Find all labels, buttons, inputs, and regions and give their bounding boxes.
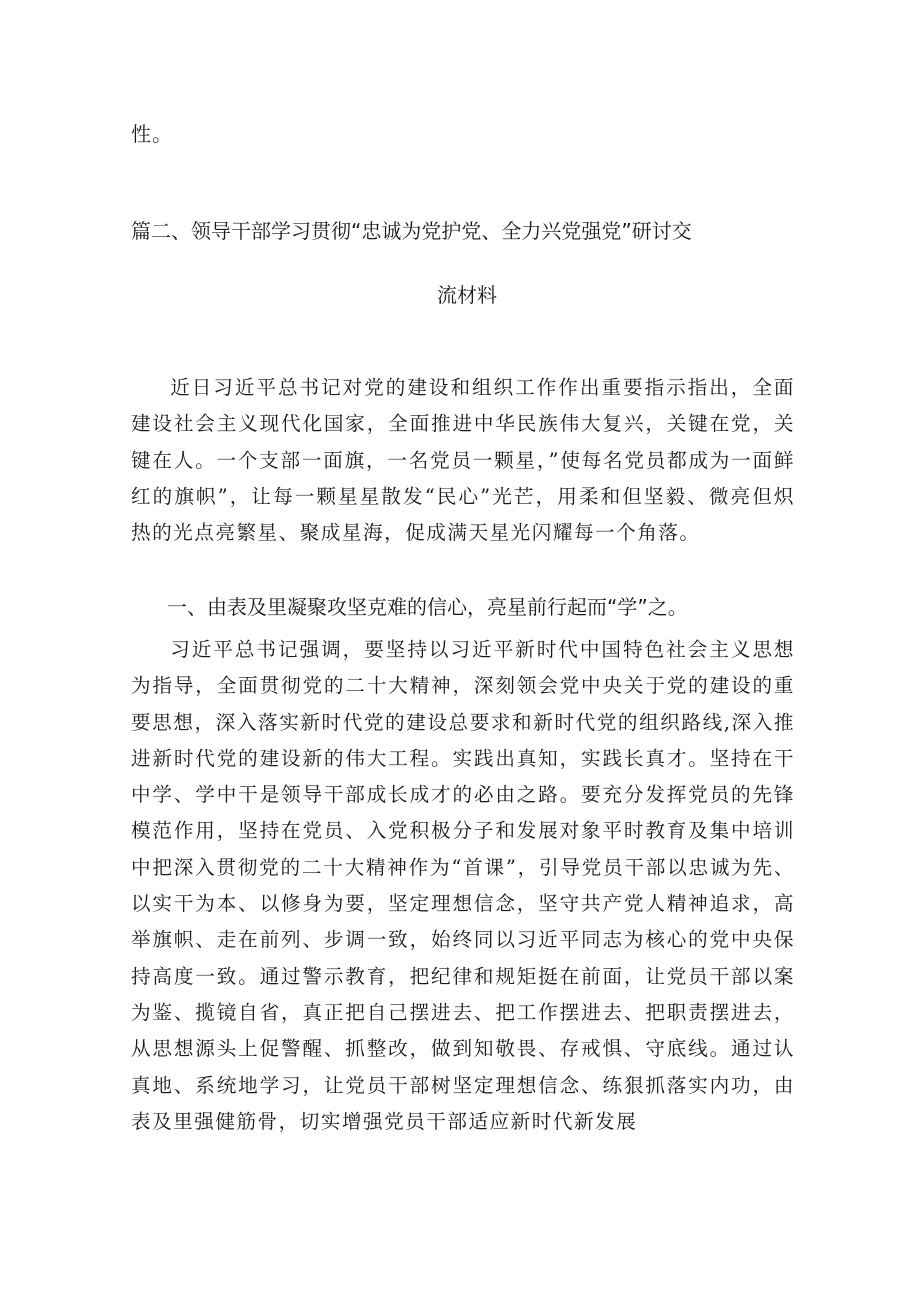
subheading-1: 一、由表及里凝聚攻坚克难的信心，亮星前行起而“学”之。 (167, 595, 688, 619)
body-paragraph-1: 习近平总书记强调，要坚持以习近平新时代中国特色社会主义思想为指导，全面贯彻党的二十大精神，深刻领会党中央关于党的建设的重要思想，深入落实新时代党的建设总要求和新时代党的组织路线,深入推进新时代党的建设新的伟大工程。实践出真知，实践长真才。坚持在干中学、学中干是领导干部成长成才的必由之路。要充分发挥党员的先锋模范作用，坚持在党员、入党积极分子和发展对象平时教育及集中培训中把深入贯彻党的二十大精神作为“首课”，引导党员干部以忠诚为先、以实干为本、以修身为要，坚定理想信念，坚守共产党人精神追求，高举旗帜、走在前列、步调一致，始终同以习近平同志为核心的党中央保持高度一致。通过警示教育，把纪律和规矩挺在前面，让党员干部以案为鉴、揽镜自省，真正把自己摆进去、把工作摆进去、把职责摆进去，从思想源头上促警醒、抓整改，做到知敬畏、存戒惧、守底线。通过认真地、系统地学习，让党员干部树坚定理想信念、练狠抓落实内功，由表及里强健筋骨，切实增强党员干部适应新时代新发展 (131, 638, 795, 1133)
section-heading-line-1: 篇二、领导干部学习贯彻“忠诚为党护党、全力兴党强党”研讨交 (131, 219, 692, 243)
intro-paragraph: 近日习近平总书记对党的建设和组织工作作出重要指示指出，全面建设社会主义现代化国家，全面推进中华民族伟大复兴，关键在党，关键在人。一个支部一面旗，一名党员一颗星，”使每名党员都成为一面鲜红的旗帜”，让每一颗星星散发“民心”光芒，用柔和但坚毅、微亮但炽热的光点亮繁星、聚成星海，促成满天星光闪耀每一个角落。 (131, 376, 795, 545)
carryover-text: 性。 (131, 122, 173, 146)
section-heading-line-2: 流材料 (437, 283, 497, 307)
